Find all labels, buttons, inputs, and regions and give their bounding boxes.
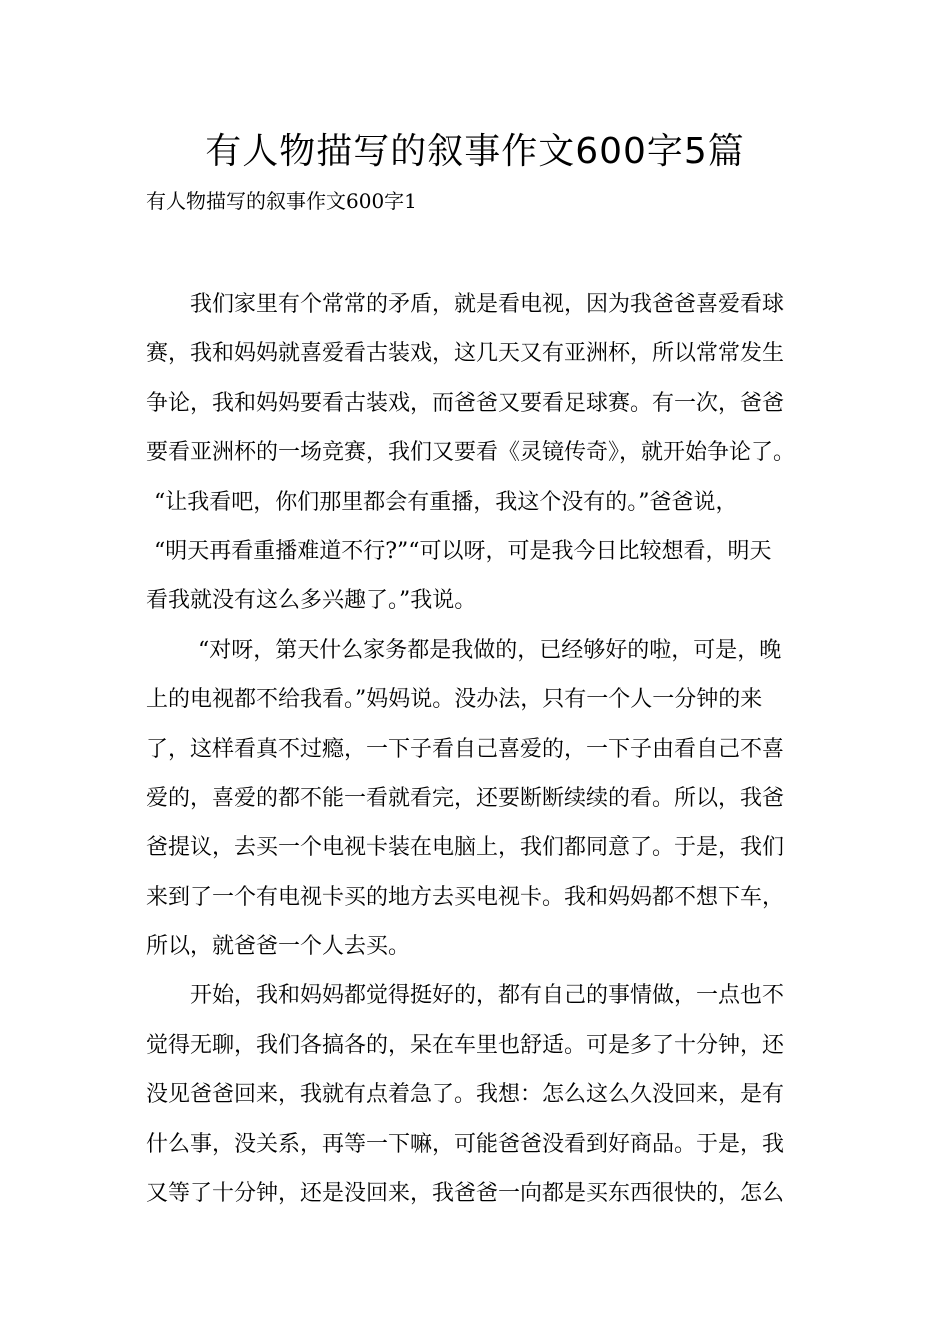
text-line: 爱的，喜爱的都不能一看就看完，还要断断续续的看。所以，我爸 (146, 785, 785, 811)
text-line: 又等了十分钟，还是没回来，我爸爸一向都是买东西很快的，怎么 (146, 1181, 785, 1207)
text-line: 了，这样看真不过瘾，一下子看自己喜爱的，一下子由看自己不喜 (146, 736, 785, 762)
text-line: 觉得无聊，我们各搞各的，呆在车里也舒适。可是多了十分钟，还 (146, 1032, 785, 1058)
text-line: 开始，我和妈妈都觉得挺好的，都有自己的事情做，一点也不 (190, 983, 785, 1009)
text-line: “让我看吧，你们那里都会有重播，我这个没有的。”爸爸说， (154, 489, 738, 515)
text-line: 所以，就爸爸一个人去买。 (146, 934, 411, 960)
essay-body (146, 280, 836, 1218)
text-line: 上的电视都不给我看。”妈妈说。没办法，只有一个人一分钟的来 (146, 687, 763, 713)
text-line: 没见爸爸回来，我就有点着急了。我想：怎么这么久没回来，是有 (146, 1082, 785, 1108)
text-line: 什么事，没关系，再等一下嘛，可能爸爸没看到好商品。于是，我 (146, 1131, 785, 1157)
text-line: 来到了一个有电视卡买的地方去买电视卡。我和妈妈都不想下车， (146, 884, 785, 910)
text-line: “对呀，第天什么家务都是我做的，已经够好的啦，可是，晚 (198, 637, 782, 663)
text-line: 争论，我和妈妈要看古装戏，而爸爸又要看足球赛。有一次，爸爸 (146, 390, 785, 416)
text-line: 我们家里有个常常的矛盾，就是看电视，因为我爸爸喜爱看球 (190, 292, 785, 317)
text-line: 看我就没有这么多兴趣了。”我说。 (146, 588, 477, 614)
essay-subtitle: 有人物描写的叙事作文600字1 (146, 189, 417, 213)
document-title: 有人物描写的叙事作文600字5篇 (205, 131, 745, 172)
text-line: 爸提议，去买一个电视卡装在电脑上，我们都同意了。于是，我们 (146, 835, 785, 861)
text-line: “明天再看重播难道不行?”“可以呀，可是我今日比较想看，明天 (154, 538, 772, 564)
text-line: 赛，我和妈妈就喜爱看古装戏，这几天又有亚洲杯，所以常常发生 (146, 341, 785, 367)
text-line: 要看亚洲杯的一场竞赛，我们又要看《灵镜传奇》，就开始争论了。 (146, 440, 796, 466)
